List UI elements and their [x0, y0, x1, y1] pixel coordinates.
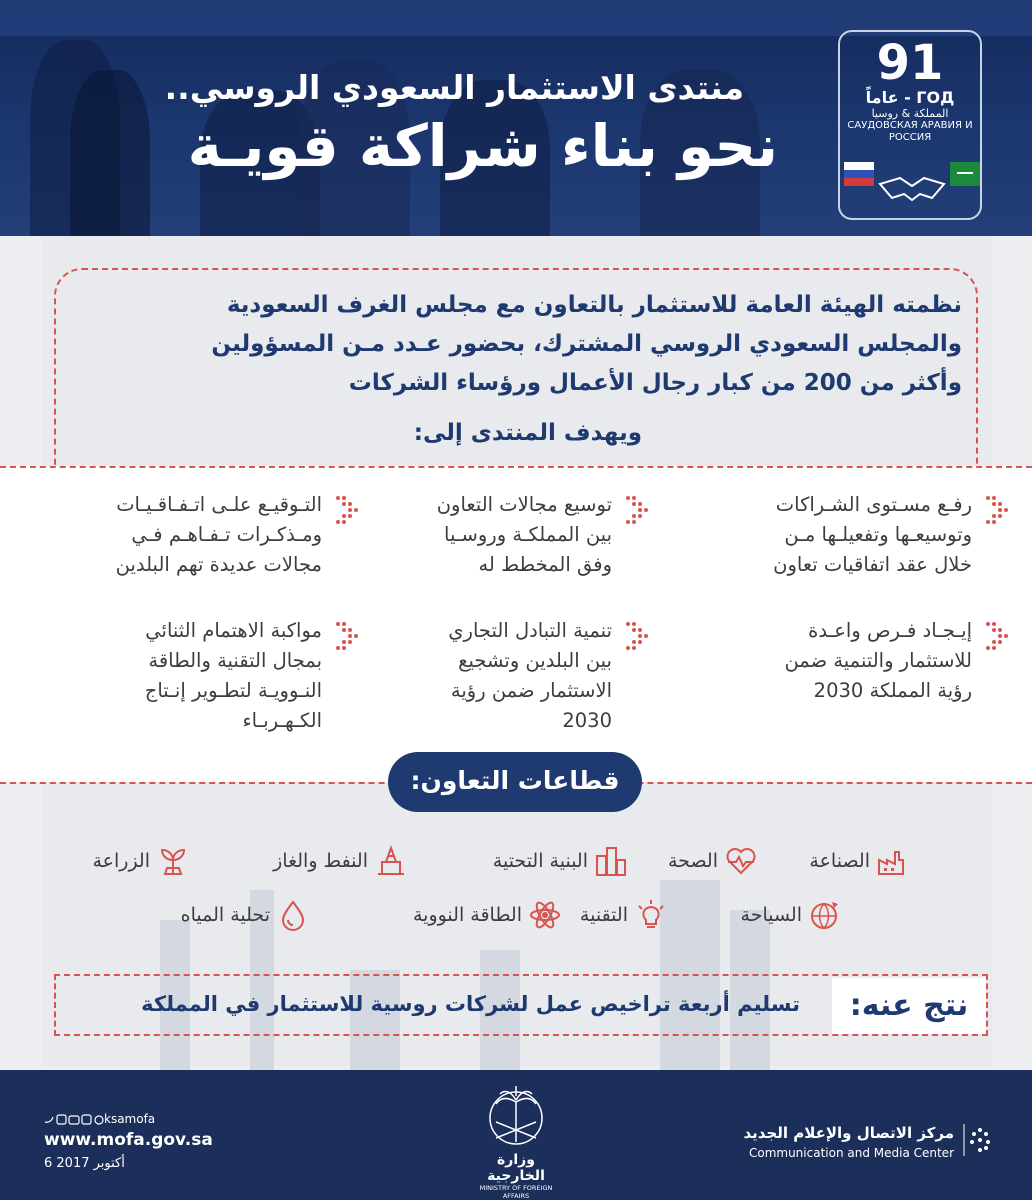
- factory-icon: [876, 844, 910, 878]
- intro-line: وأكثر من 200 من كبار رجال الأعمال ورؤساء الشركات: [348, 370, 962, 396]
- goal-line: بين المملكـة وروسـيا: [444, 523, 612, 546]
- social-icons: [44, 1114, 104, 1126]
- anniversary-badge: [838, 30, 982, 220]
- goal-item: [82, 616, 322, 736]
- bullet-dots-icon: [984, 494, 1014, 524]
- intro-line: نظمته الهيئة العامة للاستثمار بالتعاون مع مجلس الغرف السعودية: [226, 292, 962, 318]
- goal-line: رؤية المملكة 2030: [813, 679, 972, 702]
- goal-line: تنمية التبادل التجاري: [448, 619, 612, 642]
- media-center-name-ar: مركز الاتصال والإعلام الجديد: [743, 1124, 954, 1142]
- publish-date: 6 أكتوبر 2017: [44, 1156, 125, 1171]
- skyline-decoration: [100, 860, 860, 1070]
- goal-line: بمجال التقنية والطاقة: [148, 649, 322, 672]
- sector-nuclear: [413, 898, 562, 932]
- globe-plane-icon: [808, 898, 842, 932]
- goal-line: خلال عقد اتفاقيات تعاون: [773, 553, 972, 576]
- goal-line: ومـذكـرات تـفـاهـم فـي: [131, 523, 322, 546]
- goal-line: النـوويـة لتطـوير إنـتاج: [144, 679, 322, 702]
- sector-label: السياحة: [740, 904, 802, 926]
- sector-health: [668, 844, 758, 878]
- goal-line: مواكبة الاهتمام الثنائي: [145, 619, 322, 642]
- intro-paragraph: [62, 286, 962, 403]
- page-title: نحو بناء شراكة قويـة: [187, 112, 778, 180]
- bullet-dots-icon: [624, 494, 654, 524]
- sector-tourism: [741, 898, 842, 932]
- heart-pulse-icon: [724, 844, 758, 878]
- intro-line: والمجلس السعودي الروسي المشترك، بحضور عـدد مـن المسؤولين: [211, 331, 962, 357]
- media-center-logo-icon: [960, 1120, 996, 1160]
- media-center-name-en: Communication and Media Center: [748, 1146, 954, 1160]
- goal-line: إيـجـاد فـرص واعـدة: [808, 619, 972, 642]
- goals-heading: ويهدف المنتدى إلى:: [413, 420, 642, 446]
- goal-line: رفـع مسـتوى الشـراكات: [775, 493, 972, 516]
- atom-icon: [528, 898, 562, 932]
- sector-label: الطاقة النووية: [412, 904, 522, 926]
- goal-line: بين البلدين وتشجيع: [458, 649, 612, 672]
- sector-technology: [580, 898, 668, 932]
- badge-subtitle-ru: САУДОВСКАЯ АРАВИЯ И РОССИЯ: [847, 120, 973, 143]
- goal-item: [702, 490, 972, 580]
- goal-line: وتوسيعـها وتفعيلـها مـن: [784, 523, 972, 546]
- lightbulb-icon: [634, 898, 668, 932]
- goal-line: وفق المخطط له: [478, 553, 612, 576]
- sector-label: تحلية المياه: [180, 904, 270, 926]
- page-subtitle: منتدى الاستثمار السعودي الروسي..: [164, 68, 744, 107]
- bullet-dots-icon: [984, 620, 1014, 650]
- bullet-dots-icon: [334, 620, 364, 650]
- palm-swords-emblem-icon: [486, 1082, 546, 1148]
- sector-industry: [809, 844, 910, 878]
- sector-infrastructure: [493, 844, 628, 878]
- goal-item: [702, 616, 972, 706]
- goal-line: للاستثمار والتنمية ضمن: [784, 649, 972, 672]
- result-text: تسليم أربعة تراخيص عمل لشركات روسية للاستثمار في المملكة: [141, 992, 800, 1016]
- goal-line: التـوقيـع علـى اتـفـاقـيـات: [116, 493, 322, 516]
- social-handle[interactable]: ksamofa: [104, 1112, 156, 1126]
- goal-line: توسيع مجالات التعاون: [436, 493, 612, 516]
- bullet-dots-icon: [334, 494, 364, 524]
- badge-label: ГОД - عاماً: [865, 88, 955, 107]
- sector-desalination: [181, 898, 310, 932]
- handshake-flags-icon: [840, 154, 984, 210]
- sector-label: الصحة: [668, 850, 718, 872]
- goal-line: الاستثمار ضمن رؤية: [450, 679, 612, 702]
- buildings-icon: [594, 844, 628, 878]
- goal-line: مجالات عديدة تهم البلدين: [115, 553, 322, 576]
- goal-item: [382, 616, 612, 736]
- result-label: نتج عنه:: [832, 978, 986, 1034]
- goal-line: الكـهـربـاء: [242, 709, 322, 732]
- background-figure: [70, 70, 150, 236]
- water-drop-icon: [276, 898, 310, 932]
- sector-label: الزراعة: [92, 850, 150, 872]
- goal-item: [62, 490, 322, 580]
- oil-rig-icon: [374, 844, 408, 878]
- bullet-dots-icon: [624, 620, 654, 650]
- goal-line: 2030: [562, 709, 612, 732]
- plant-icon: [156, 844, 190, 878]
- badge-number: 91: [876, 35, 944, 91]
- ministry-name-ar: وزارة الخارجية: [487, 1152, 545, 1184]
- sectors-heading: قطاعات التعاون:: [388, 752, 642, 812]
- sector-oil-gas: [273, 844, 408, 878]
- website-link[interactable]: www.mofa.gov.sa: [44, 1130, 213, 1150]
- sector-label: النفط والغاز: [273, 850, 368, 872]
- goal-item: [382, 490, 612, 580]
- badge-subtitle-ar: المملكة & روسيا: [871, 107, 949, 120]
- sector-label: التقنية: [579, 904, 628, 926]
- ministry-name-en: MINISTRY OF FOREIGN AFFAIRS: [479, 1184, 553, 1200]
- sector-label: البنية التحتية: [492, 850, 588, 872]
- ministry-logo: [466, 1082, 566, 1200]
- sector-agriculture: [92, 844, 190, 878]
- sector-label: الصناعة: [809, 850, 870, 872]
